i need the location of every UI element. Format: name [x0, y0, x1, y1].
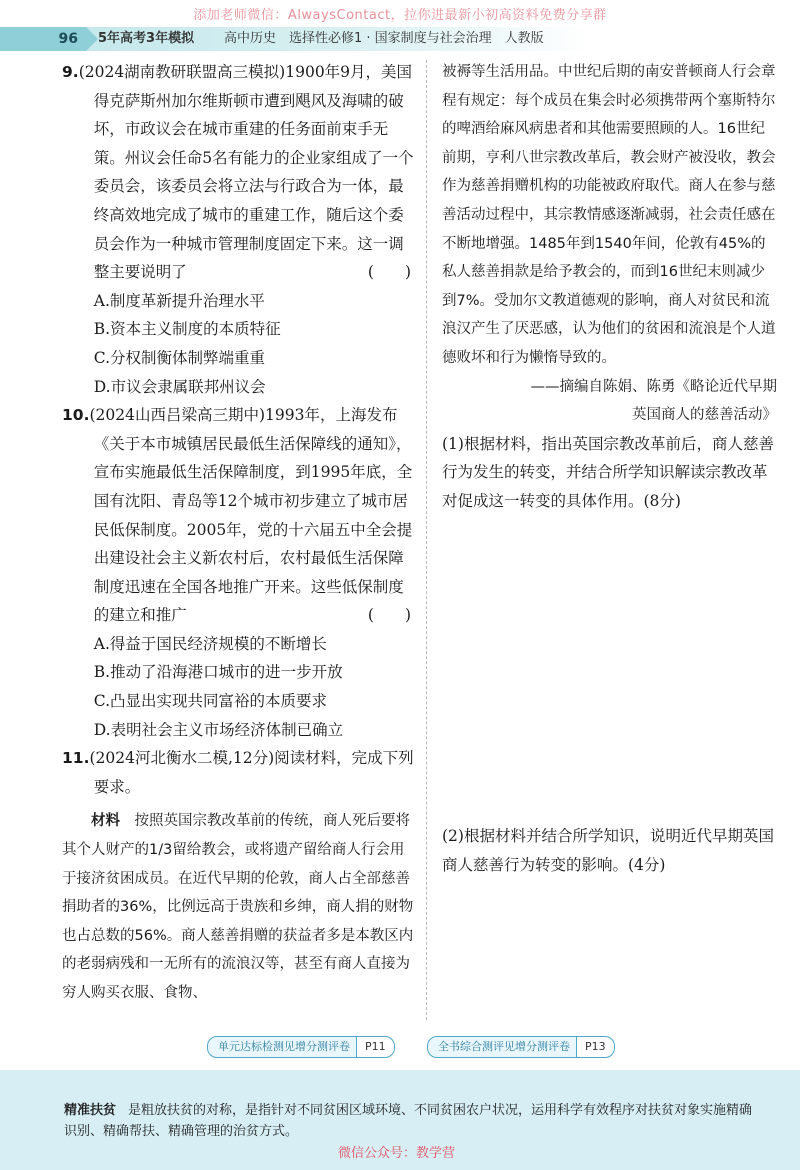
question-stem: (2024湖南教研联盟高三模拟)1900年9月，美国得克萨斯州加尔维斯顿市遭到飓风及海啸的破坏，市政议会在城市重建的任务面前束手无策。州议会任命5名有能力的企业家组成了一个委员会，该委员会将立法与行政合为一体，最终高效地完成了城市的重建工作，随后这个委员会作为一种城市管理制度固定下来。这一调整主要说明了	[78, 63, 414, 282]
left-column	[62, 58, 417, 1008]
question-number: 10.	[62, 406, 90, 425]
material-text-left: 按照英国宗教改革前的传统，商人死后要将其个人财产的1/3留给教会，或将遗产留给商人行会用于接济贫困成员。在近代早期的伦敦，商人占全部慈善捐助者的36%，比例远高于贵族和乡绅，商人捐的财物也占总数的56%。商人慈善捐赠的获益者多是本教区内的老弱病残和一无所有的流浪汉等，甚至有商人直接为穷人购买衣服、食物、	[62, 813, 414, 1001]
question-11	[62, 744, 417, 1007]
page-header	[0, 27, 800, 51]
option-c: C.分权制衡体制弊端重重	[93, 348, 266, 367]
option-a: A.得益于国民经济规模的不断增长	[93, 634, 327, 653]
right-column	[442, 58, 777, 874]
question-9	[62, 58, 417, 401]
citation-line-2: 英国商人的慈善活动》	[632, 407, 777, 424]
book-subtitle: 高中历史 选择性必修1 · 国家制度与社会治理 人教版	[224, 31, 544, 46]
sub-question-2: (2)根据材料并结合所学知识，说明近代早期英国商人慈善行为转变的影响。(4分)	[442, 827, 774, 874]
column-divider	[426, 60, 427, 1020]
material-text-right: 被褥等生活用品。中世纪后期的南安普顿商人行会章程有规定：每个成员在集会时必须携带两个塞斯特尔的啤酒给麻风病患者和其他需要照顾的人。16世纪前期，亨利八世宗教改革后，教会财产被没收，教会作为慈善捐赠机构的功能被政府取代。商人在参与慈善活动过程中，其宗教情感逐渐减弱，社会责任感在不断地增强。1485年到1540年间，伦敦有45%的私人慈善捐款是给予教会的，而到16世纪末则减少到7%。受加尔文教道德观的影响，商人对贫民和流浪汉产生了厌恶感，认为他们的贫困和流浪是个人道德败坏和行为懒惰导致的。	[442, 64, 776, 366]
tag-page: P13	[576, 1037, 614, 1057]
question-stem: (2024河北衡水二模,12分)阅读材料，完成下列要求。	[89, 749, 414, 796]
option-b: B.推动了沿海港口城市的进一步开放	[93, 663, 343, 682]
tag-label: 全书综合测评见增分测评卷	[438, 1040, 570, 1053]
citation-line-1: ——摘编自陈娟、陈勇《略论近代早期	[530, 378, 777, 395]
glossary-term: 精准扶贫	[64, 1103, 117, 1118]
tag-label: 单元达标检测见增分测评卷	[218, 1040, 350, 1053]
book-test-tag[interactable]	[427, 1036, 615, 1058]
option-c: C.凸显出实现共同富裕的本质要求	[93, 692, 328, 711]
material-label: 材料	[91, 813, 120, 830]
question-10	[62, 401, 417, 744]
reference-tags	[0, 1036, 800, 1058]
page-number: 96	[0, 27, 86, 51]
option-b: B.资本主义制度的本质特征	[93, 320, 281, 339]
book-series: 5年高考3年模拟	[98, 31, 195, 46]
tag-page: P11	[356, 1037, 394, 1057]
option-d: D.表明社会主义市场经济体制已确立	[93, 720, 344, 739]
glossary-note	[64, 1100, 754, 1142]
option-a: A.制度革新提升治理水平	[93, 291, 265, 310]
option-d: D.市议会隶属联邦州议会	[93, 377, 266, 396]
answer-paren: ( )	[367, 606, 411, 625]
question-number: 9.	[62, 63, 79, 81]
sub-question-1: (1)根据材料，指出英国宗教改革前后，商人慈善行为发生的转变，并结合所学知识解读宗教改革对促成这一转变的具体作用。(8分)	[442, 434, 774, 510]
top-watermark: 添加老师微信：AlwaysContact，拉你进最新小初高资料免费分享群	[193, 8, 607, 23]
bottom-watermark: 微信公众号：教学营	[338, 1146, 456, 1161]
question-stem: (2024山西吕梁高三期中)1993年，上海发布《关于本市城镇居民最低生活保障线的通知》，宣布实施最低生活保障制度，到1995年底，全国有沈阳、青岛等12个城市初步建立了城市居民低保制度。2005年，党的十六届五中全会提出建设社会主义新农村后，农村最低生活保障制度迅速在全国各地推广开来。这些低保制度的建立和推广	[89, 406, 413, 625]
unit-test-tag[interactable]	[207, 1036, 395, 1058]
answer-paren: ( )	[367, 263, 411, 282]
question-number: 11.	[62, 749, 90, 768]
glossary-definition: 是粗放扶贫的对称，是指针对不同贫困区域环境、不同贫困农户状况，运用科学有效程序对扶贫对象实施精确识别、精确帮扶、精确管理的治贫方式。	[64, 1103, 753, 1139]
